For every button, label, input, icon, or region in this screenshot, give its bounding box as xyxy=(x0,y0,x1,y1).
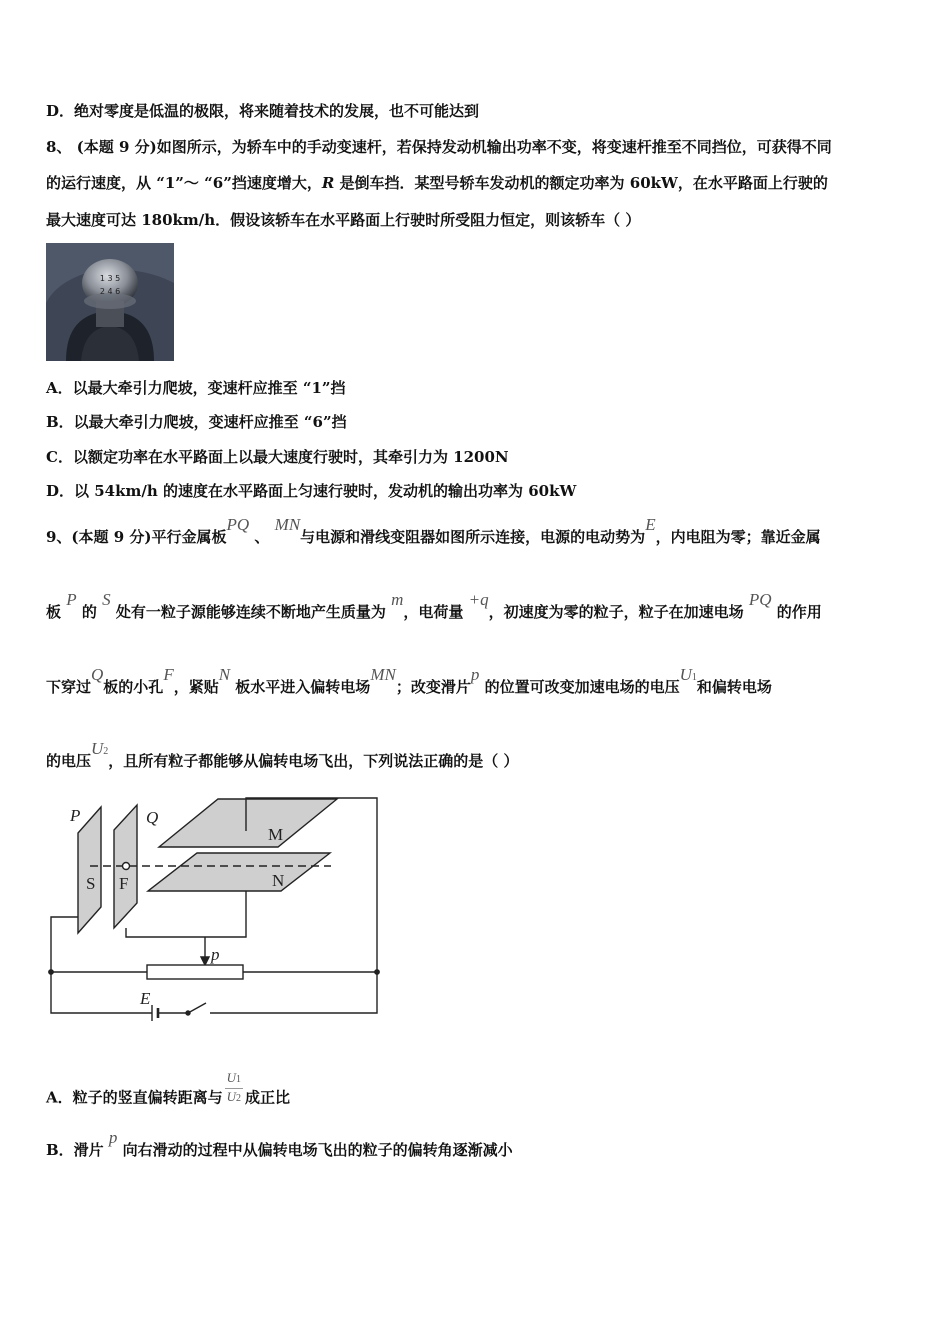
question-8-line-2: 的运行速度，从 “1”～ “6”挡速度增大，R 是倒车挡．某型号轿车发动机的额定功率为 60kW，在水平路面上行驶的 xyxy=(46,174,828,192)
label-slider-p: p xyxy=(211,945,220,964)
label-s-source: S xyxy=(86,874,96,893)
q8-option-b: B．以最大牵引力爬坡，变速杆应推至 “6”挡 xyxy=(46,413,347,431)
label-emf-e: E xyxy=(140,989,151,1008)
label-q-plate: Q xyxy=(146,808,159,827)
label-p-plate: P xyxy=(70,806,81,825)
label-m-plate: M xyxy=(268,825,284,844)
q9-option-a: A．粒子的竖直偏转距离与 $\frac{U1}{U2}$ 成正比 xyxy=(46,1070,291,1107)
gear-digits-top: 1 3 5 xyxy=(99,274,121,283)
gear-digits-bottom: 2 4 6 xyxy=(99,287,121,296)
q8-option-d: D．以 54km/h 的速度在水平路面上匀速行驶时，发动机的输出功率为 60kW xyxy=(46,482,577,500)
question-9-line-3: 下穿过Q板的小孔F，紧贴N 板水平进入偏转电场MN；改变滑片p 的位置可改变加速电场的电压U1和偏转电场 xyxy=(46,665,772,696)
question-9-line-4: 的电压U2，且所有粒子都能够从偏转电场飞出，下列说法正确的是（ ） xyxy=(46,739,519,770)
question-8-line-1: 8、 (本题 9 分)如图所示，为轿车中的手动变速杆，若保持发动机输出功率不变，将变速杆推至不同挡位，可获得不同 xyxy=(46,138,832,156)
u1-over-u2-fraction: $\frac{U1}{U2}$ xyxy=(226,1070,242,1104)
q8-option-a: A．以最大牵引力爬坡，变速杆应推至 “1”挡 xyxy=(46,379,346,397)
circuit-diagram xyxy=(46,795,386,1029)
label-n-plate: N xyxy=(272,871,285,890)
gear-shift-photo xyxy=(46,243,174,361)
q8-option-c: C．以额定功率在水平路面上以最大速度行驶时，其牵引力为 1200N xyxy=(46,448,509,466)
label-f-hole: F xyxy=(119,874,129,893)
question-9-line-2: 板 P 的 S 处有一粒子源能够连续不断地产生质量为 m，电荷量 +q，初速度为零的粒子，粒子在加速电场 PQ 的作用 xyxy=(46,590,822,621)
question-8-line-3: 最大速度可达 180km/h．假设该轿车在水平路面上行驶时所受阻力恒定，则该轿车（ ） xyxy=(46,211,641,229)
question-9-line-1: 9、(本题 9 分)平行金属板PQ 、 MN与电源和滑线变阻器如图所示连接，电源的电动势为E，内电阻为零；靠近金属 xyxy=(46,515,821,546)
q9-option-b: B．滑片 p 向右滑动的过程中从偏转电场飞出的粒子的偏转角逐渐减小 xyxy=(46,1128,513,1159)
option-d-previous: D．绝对零度是低温的极限，将来随着技术的发展，也不可能达到 xyxy=(46,102,480,120)
